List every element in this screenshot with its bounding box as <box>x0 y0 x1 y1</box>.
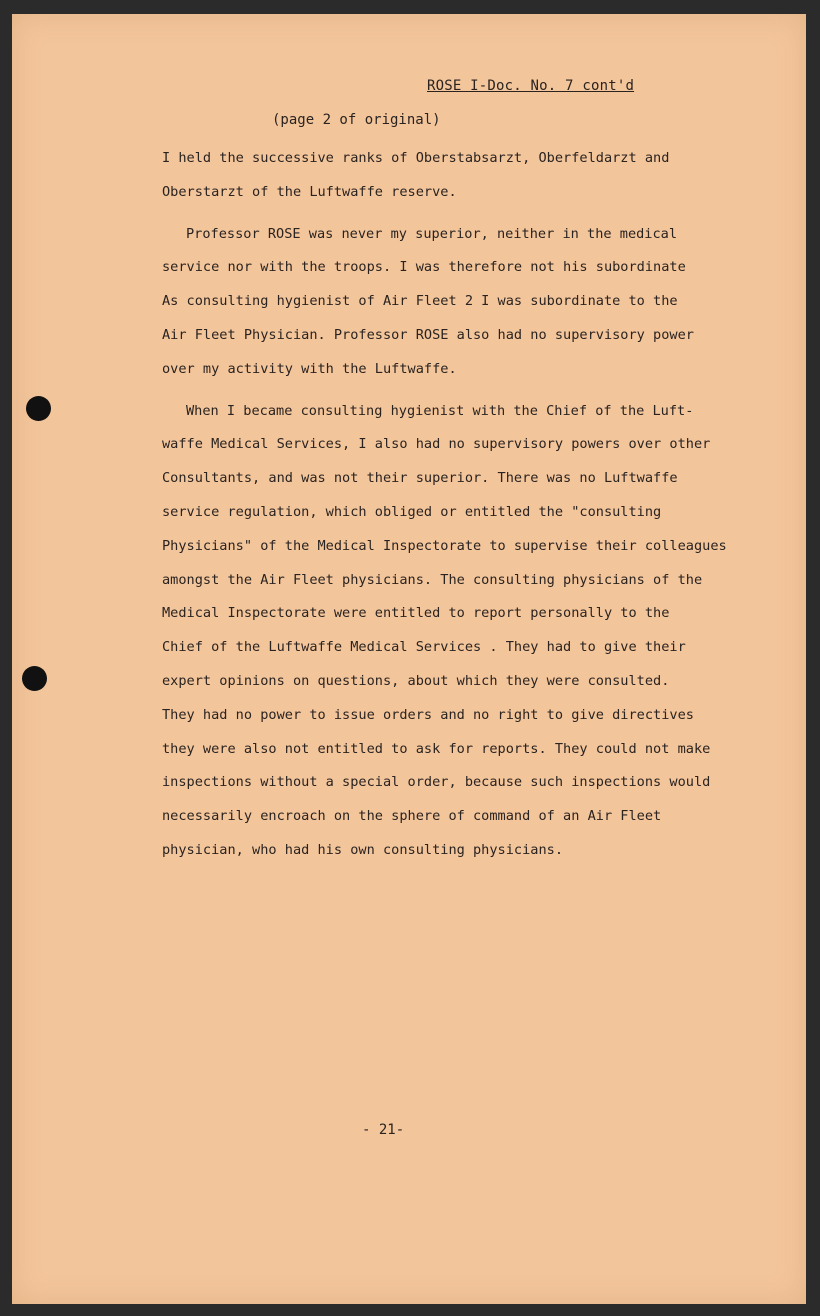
text-line: Oberstarzt of the Luftwaffe reserve. <box>162 183 457 200</box>
page-note: (page 2 of original) <box>272 112 441 128</box>
text-line: service nor with the troops. I was therefore not his subordinate <box>162 259 686 276</box>
text-line: Consultants, and was not their superior. There was no Luftwaffe <box>162 470 678 487</box>
text-line: When I became consulting hygienist with the Chief of the Luft- <box>186 402 694 419</box>
text-line: expert opinions on questions, about which they were consulted. <box>162 672 670 689</box>
text-line: As consulting hygienist of Air Fleet 2 I was subordinate to the <box>162 293 678 310</box>
document-reference: ROSE I-Doc. No. 7 cont'd <box>427 78 635 94</box>
text-line: Chief of the Luftwaffe Medical Services . They had to give their <box>162 639 686 656</box>
text-line: Professor ROSE was never my superior, neither in the medical <box>186 225 678 242</box>
document-body <box>162 142 727 876</box>
paragraph-1 <box>162 142 722 210</box>
text-line: inspections without a special order, because such inspections would <box>162 774 711 791</box>
text-line: I held the successive ranks of Oberstabsarzt, Oberfeldarzt and <box>162 150 670 166</box>
document-page <box>12 14 806 1304</box>
text-line: Physicians" of the Medical Inspectorate to supervise their colleagues <box>162 537 727 554</box>
text-line: over my activity with the Luftwaffe. <box>162 360 457 377</box>
text-line: service regulation, which obliged or entitled the "consulting <box>162 503 662 520</box>
text-line: Air Fleet Physician. Professor ROSE also had no supervisory power <box>162 326 694 343</box>
paragraph-3 <box>162 395 727 868</box>
text-line: amongst the Air Fleet physicians. The consulting physicians of the <box>162 571 703 588</box>
text-line: physician, who had his own consulting physicians. <box>162 841 564 858</box>
punch-hole <box>22 666 47 691</box>
paragraph-2 <box>162 218 722 387</box>
text-line: they were also not entitled to ask for reports. They could not make <box>162 740 711 757</box>
page-number: - 21- <box>362 1122 405 1138</box>
punch-hole <box>26 396 51 421</box>
text-line: They had no power to issue orders and no right to give directives <box>162 706 694 723</box>
text-line: Medical Inspectorate were entitled to report personally to the <box>162 605 670 622</box>
text-line: waffe Medical Services, I also had no supervisory powers over other <box>162 436 711 453</box>
text-line: necessarily encroach on the sphere of command of an Air Fleet <box>162 808 662 825</box>
